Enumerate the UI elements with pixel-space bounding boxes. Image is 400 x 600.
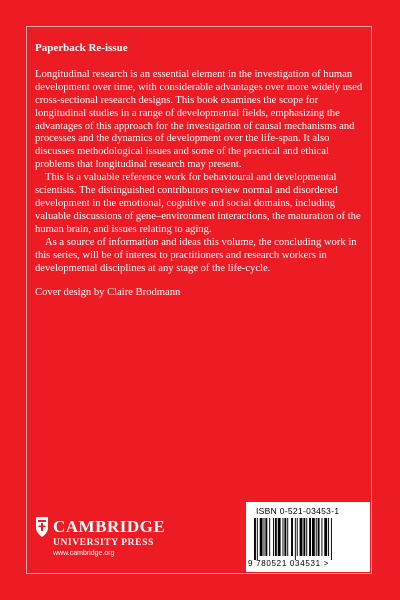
blurb-paragraph-1: Longitudinal research is an essential element in the investigation of human development over time, with considerable advantages over more widely used cross-sectional research designs. This book examines the scope for longitudinal studies in a range of developmental fields, emphasizing the advantages of this approach for the investigation of causal mechanisms and processes and the dynamics of development over the life-span. It also discusses methodological issues and some of the practical and ethical problems that longitudinal research may present. [35, 68, 363, 171]
publisher-press: UNIVERSITY PRESS [53, 538, 154, 548]
blurb-text-block [35, 42, 365, 300]
blurb-paragraph-3: As a source of information and ideas this volume, the concluding work in this series, will be of interest to practitioners and research workers in developmental disciplines at any stage of the life-cycle. [35, 236, 357, 274]
publisher-logo [35, 516, 165, 558]
barcode-icon [254, 518, 362, 560]
publisher-name: CAMBRIDGE [53, 517, 166, 536]
reissue-heading: Paperback Re-issue [35, 42, 128, 54]
cambridge-shield-icon [35, 516, 49, 538]
blurb-paragraph-2: This is a valuable reference work for behavioural and developmental scientists. The distinguished contributors review normal and disordered development in the emotional, cognitive and social domains, including valuable discussions of gene–environment interactions, the maturation of the human brain, and issues relating to aging. [35, 172, 361, 235]
barcode-panel [246, 502, 370, 572]
isbn-label: ISBN 0-521-03453-1 [256, 506, 340, 516]
publisher-url: www.cambridge.org [53, 550, 115, 557]
barcode-digits: 9 780521 034531 > [248, 559, 330, 568]
cover-design-credit: Cover design by Claire Brodmann [35, 287, 181, 299]
